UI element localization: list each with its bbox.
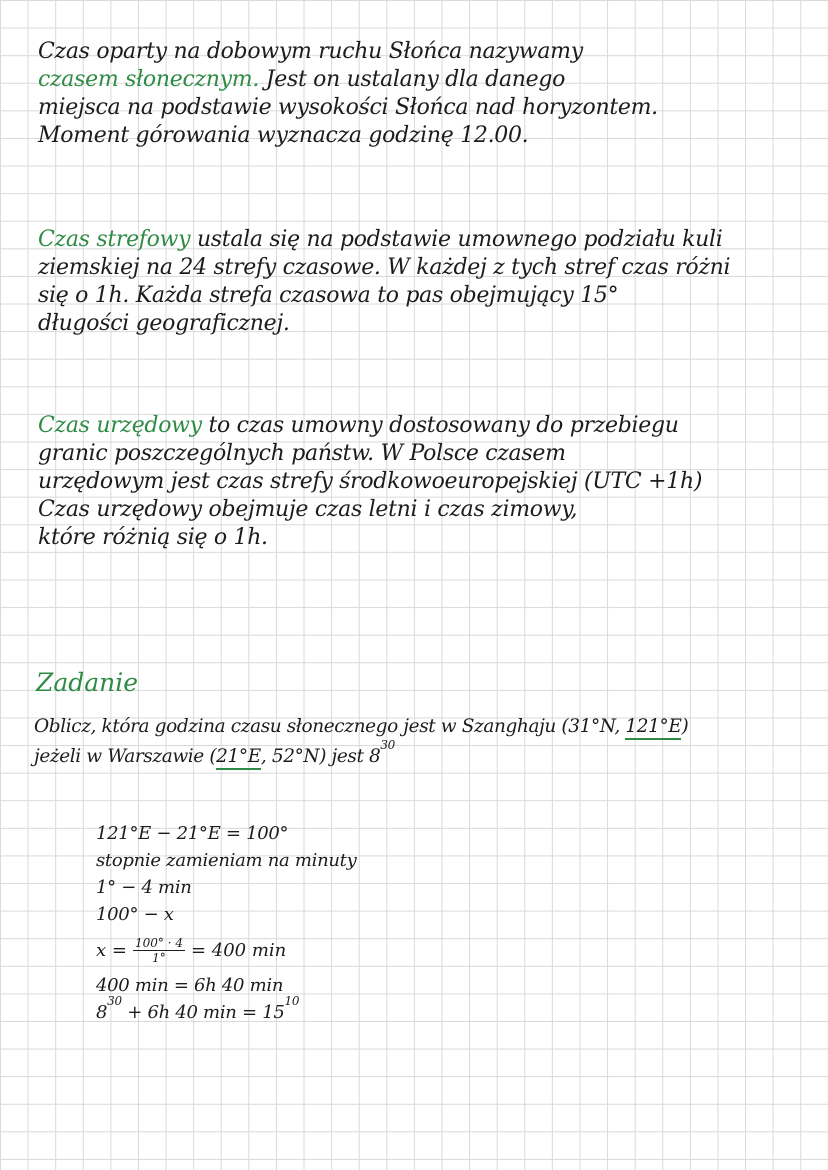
text-line: się o 1h. Każda strefa czasowa to pas obejmujący 15°	[38, 283, 619, 308]
calc-line: 1° − 4 min	[96, 877, 192, 898]
fraction	[133, 936, 185, 965]
text-fragment: 8	[96, 1002, 108, 1023]
text-line	[38, 226, 818, 254]
text-line	[38, 412, 818, 440]
term-zone-time: Czas strefowy	[38, 227, 191, 252]
calc-fraction-line	[96, 928, 356, 972]
text-line: miejsca na podstawie wysokości Słońca nad horyzontem.	[38, 95, 658, 120]
paragraph-official-time	[38, 412, 818, 552]
paragraph-zone-time	[38, 226, 818, 338]
text-fragment: x =	[96, 939, 127, 961]
calc-line: 121°E − 21°E = 100°	[96, 823, 289, 844]
text-fragment: )	[681, 716, 689, 737]
text-line: Czas urzędowy obejmuje czas letni i czas zimowy,	[38, 497, 578, 522]
text-line	[34, 737, 824, 772]
text-fragment: Oblicz, która godzina czasu słonecznego jest w Szanghaju (31°N,	[34, 716, 626, 737]
text-line: długości geograficznej.	[38, 311, 290, 336]
text-fragment: , 52°N) jest 8	[260, 746, 381, 767]
text-fragment: Jest on ustalany dla danego	[259, 67, 566, 92]
task-statement	[34, 712, 824, 772]
text-line	[38, 66, 818, 94]
text-fragment: ustala się na podstawie umownego podziału kuli	[190, 227, 723, 252]
text-line: granic poszczególnych państw. W Polsce czasem	[38, 441, 566, 466]
text-line	[34, 712, 824, 742]
calc-line: 400 min = 6h 40 min	[96, 975, 284, 996]
text-fragment: to czas umowny dostosowany do przebiegu	[201, 413, 679, 438]
text-fragment: = 400 min	[190, 939, 287, 961]
fraction-numerator: 100° · 4	[134, 935, 183, 950]
term-official-time: Czas urzędowy	[38, 413, 202, 438]
text-line: urzędowym jest czas strefy środkowoeuropejskiej (UTC +1h)	[38, 469, 703, 494]
superscript: 10	[284, 994, 300, 1008]
superscript: 30	[380, 737, 395, 752]
calc-line: stopnie zamieniam na minuty	[96, 850, 357, 871]
task-heading: Zadanie	[36, 668, 139, 697]
paragraph-solar-time	[38, 38, 818, 150]
calc-line	[96, 994, 356, 1026]
text-fragment: + 6h 40 min = 15	[121, 1002, 285, 1023]
underlined-longitude-shanghai: 121°E	[625, 716, 681, 740]
underlined-longitude-warsaw: 21°E	[216, 746, 261, 770]
text-line: które różnią się o 1h.	[38, 525, 268, 550]
superscript: 30	[107, 994, 122, 1008]
fraction-denominator: 1°	[152, 950, 166, 965]
text-line: Czas oparty na dobowym ruchu Słońca nazywamy	[38, 39, 583, 64]
term-solar-time: czasem słonecznym.	[38, 67, 260, 92]
text-line: Moment górowania wyznacza godzinę 12.00.	[38, 123, 529, 148]
text-fragment: jeżeli w Warszawie (	[34, 746, 217, 767]
calc-line: 100° − x	[96, 904, 174, 925]
task-calculation	[96, 820, 356, 1026]
text-line: ziemskiej na 24 strefy czasowe. W każdej z tych stref czas różni	[38, 255, 731, 280]
